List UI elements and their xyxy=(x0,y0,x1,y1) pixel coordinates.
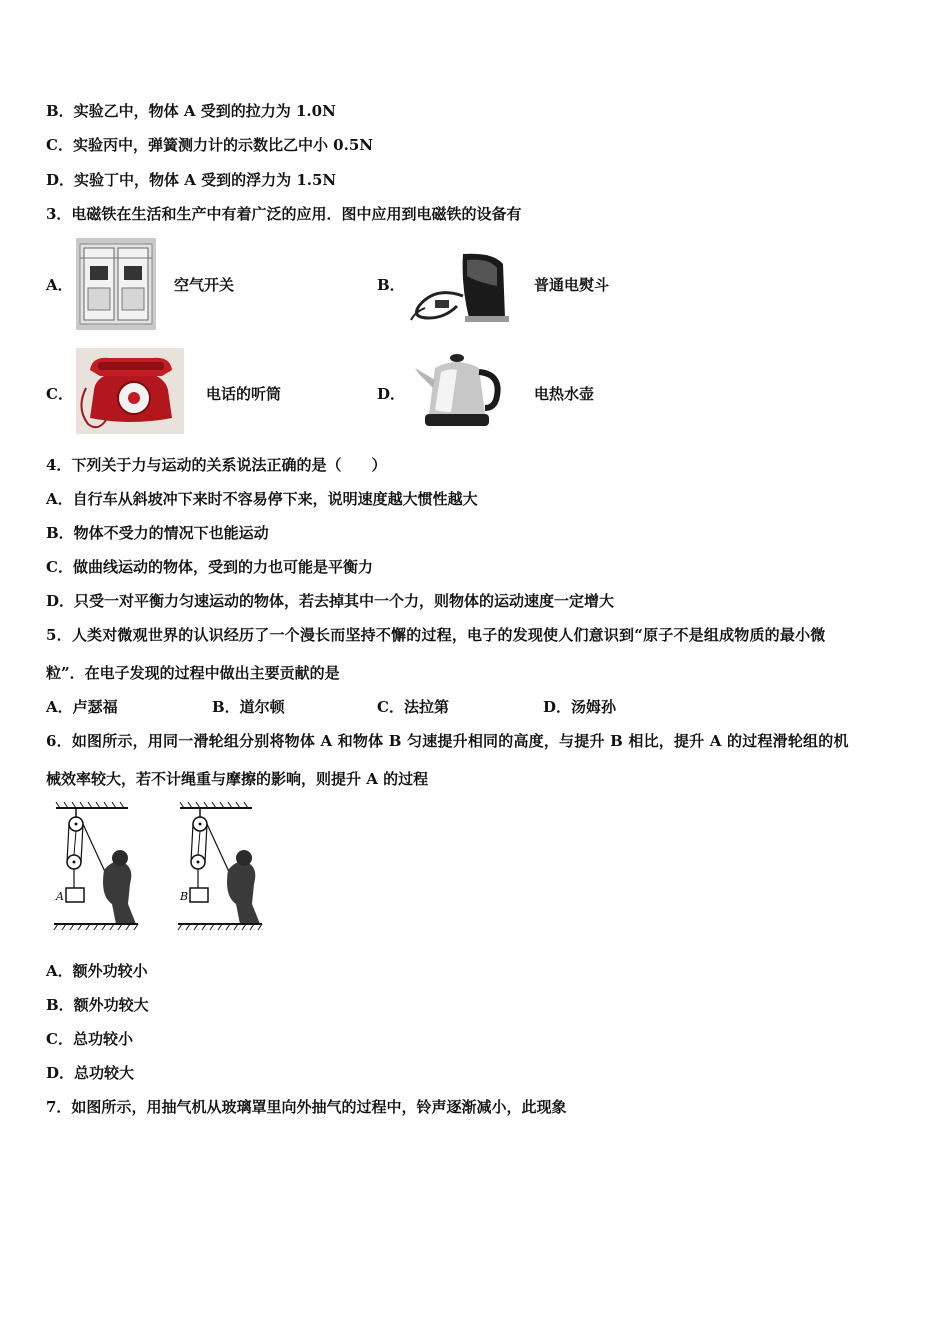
air-switch-image xyxy=(76,238,156,330)
q5-option-d: D．汤姆孙 xyxy=(543,698,617,716)
q3-option-b-letter: B． xyxy=(377,276,405,294)
pulley-system-b xyxy=(178,802,262,930)
q5-option-b: B．道尔顿 xyxy=(212,698,285,716)
q2-option-d: D．实验丁中，物体 A 受到的浮力为 1.5N xyxy=(46,171,337,189)
q3-option-c-letter: C． xyxy=(46,385,73,403)
q3-option-d-label: 电热水壶 xyxy=(534,385,595,403)
pulley-figure xyxy=(50,800,272,932)
q4-option-d: D．只受一对平衡力匀速运动的物体，若去掉其中一个力，则物体的运动速度一定增大 xyxy=(46,592,615,610)
pulley-b-label: B xyxy=(180,890,189,903)
q3-option-d-letter: D． xyxy=(377,385,406,403)
q3-option-a-letter: A． xyxy=(46,276,73,294)
q4-option-c: C．做曲线运动的物体，受到的力也可能是平衡力 xyxy=(46,558,373,576)
q3-option-a-label: 空气开关 xyxy=(174,276,235,294)
pulley-system-a xyxy=(54,802,138,930)
q6-option-c: C．总功较小 xyxy=(46,1030,133,1048)
q6-stem-line2: 械效率较大，若不计绳重与摩擦的影响，则提升 A 的过程 xyxy=(46,770,429,788)
q6-stem-line1: 6．如图所示，用同一滑轮组分别将物体 A 和物体 B 匀速提升相同的高度，与提升 B 相比，提升 A 的过程滑轮组的机 xyxy=(46,732,849,750)
q5-option-c: C．法拉第 xyxy=(377,698,449,716)
q6-option-d: D．总功较大 xyxy=(46,1064,135,1082)
q2-option-b: B．实验乙中，物体 A 受到的拉力为 1.0N xyxy=(46,102,336,120)
electric-kettle-image xyxy=(405,346,507,434)
q3-stem: 3．电磁铁在生活和生产中有着广泛的应用．图中应用到电磁铁的设备有 xyxy=(46,205,522,223)
electric-iron-image xyxy=(405,246,513,330)
pulley-a-label: A xyxy=(56,890,64,903)
q4-stem: 4．下列关于力与运动的关系说法正确的是（ ） xyxy=(46,456,387,474)
q4-option-a: A．自行车从斜坡冲下来时不容易停下来，说明速度越大惯性越大 xyxy=(46,490,478,508)
q3-option-b-label: 普通电熨斗 xyxy=(534,276,610,294)
q6-option-a: A．额外功较小 xyxy=(46,962,148,980)
q5-stem-line2: 粒”．在电子发现的过程中做出主要贡献的是 xyxy=(46,664,340,682)
q5-option-a: A．卢瑟福 xyxy=(46,698,118,716)
q6-option-b: B．额外功较大 xyxy=(46,996,149,1014)
q3-option-c-label: 电话的听筒 xyxy=(206,385,282,403)
telephone-image xyxy=(76,348,184,434)
q5-stem-line1: 5．人类对微观世界的认识经历了一个漫长而坚持不懈的过程，电子的发现使人们意识到“原子不是组成物质的最小微 xyxy=(46,626,826,644)
q7-stem: 7．如图所示，用抽气机从玻璃罩里向外抽气的过程中，铃声逐渐减小，此现象 xyxy=(46,1098,567,1116)
q2-option-c: C．实验丙中，弹簧测力计的示数比乙中小 0.5N xyxy=(46,136,373,154)
q4-option-b: B．物体不受力的情况下也能运动 xyxy=(46,524,269,542)
